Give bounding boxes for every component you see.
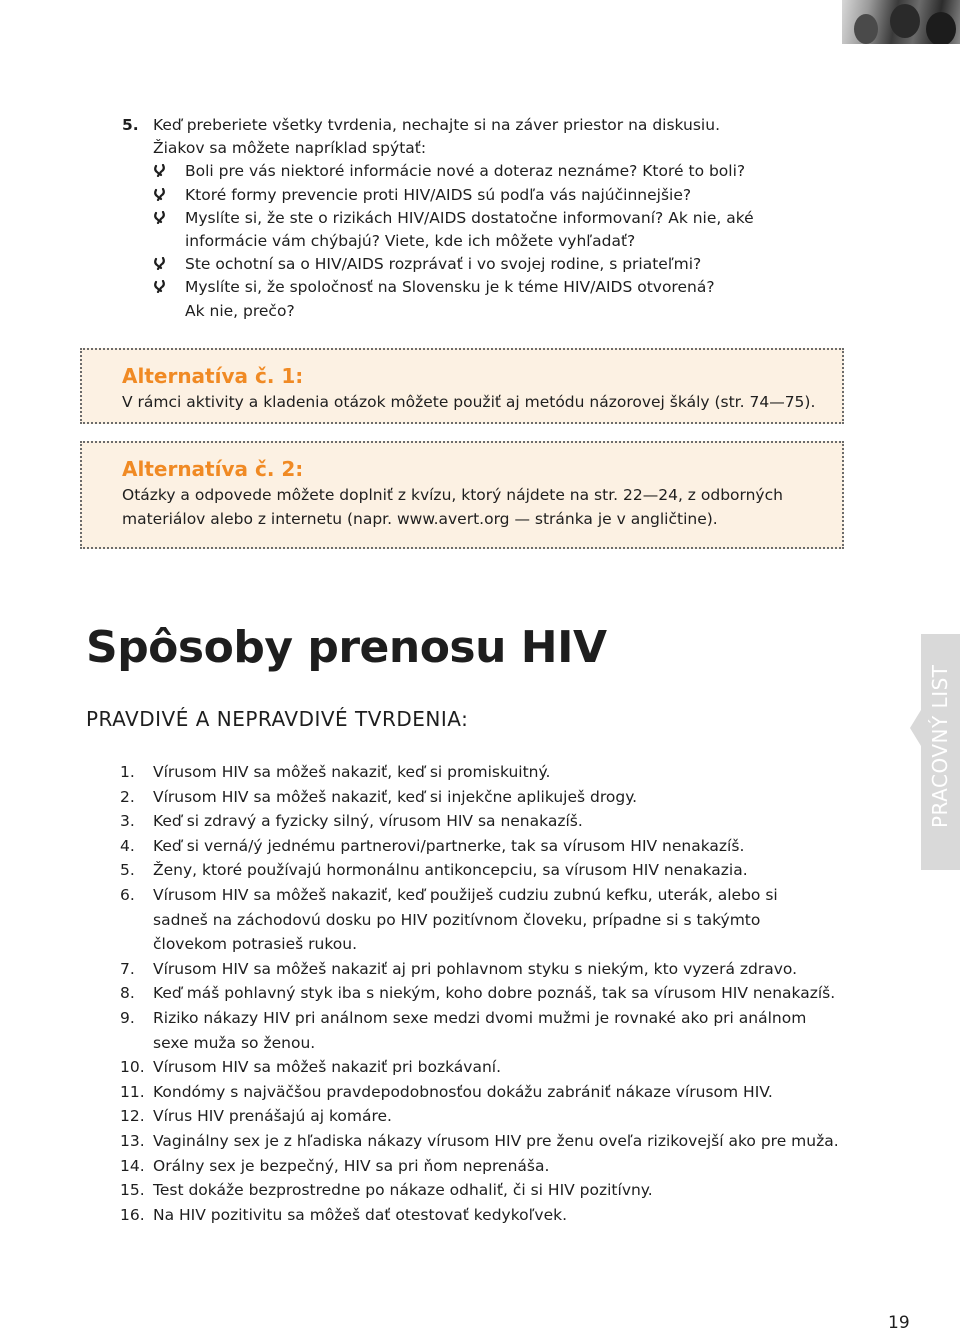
statement-number: 16. bbox=[120, 1205, 145, 1224]
question-list bbox=[153, 160, 822, 322]
page-number: 19 bbox=[888, 1313, 910, 1333]
statement-number: 2. bbox=[120, 787, 135, 806]
statement-number: 8. bbox=[120, 984, 135, 1003]
statement-line: Keď máš pohlavný styk iba s niekým, koho dobre poznáš, tak sa vírusom HIV nenakazíš. bbox=[153, 984, 836, 1003]
step-intro-line: Žiakov sa môžete napríklad spýtať: bbox=[153, 139, 427, 158]
statement-line: Kondómy s najväčšou pravdepodobnosťou dokážu zabrániť nákaze vírusom HIV. bbox=[153, 1082, 773, 1101]
swirl-bullet-icon bbox=[153, 188, 166, 201]
alternative-line: materiálov alebo z internetu (napr. www.avert.org — stránka je v angličtine). bbox=[122, 509, 718, 528]
statement-line: Test dokáže bezprostredne po nákaze odhaliť, či si HIV pozitívny. bbox=[153, 1181, 653, 1200]
statement-item bbox=[120, 858, 860, 883]
statement-item bbox=[120, 785, 860, 810]
statement-number: 1. bbox=[120, 763, 135, 781]
statement-number: 14. bbox=[120, 1156, 145, 1175]
statement-item bbox=[120, 1080, 860, 1105]
statement-number: 6. bbox=[120, 885, 135, 904]
step-number: 5. bbox=[122, 116, 139, 134]
statement-number: 7. bbox=[120, 959, 135, 978]
statement-number: 4. bbox=[120, 836, 135, 855]
statement-number: 5. bbox=[120, 861, 135, 880]
statement-item bbox=[120, 1006, 860, 1055]
statement-number: 9. bbox=[120, 1008, 135, 1027]
question-line: Myslíte si, že ste o rizikách HIV/AIDS dostatočne informovaní? Ak nie, aké bbox=[185, 208, 754, 227]
header-photo bbox=[842, 0, 960, 44]
question-line: Myslíte si, že spoločnosť na Slovensku je k téme HIV/AIDS otvorená? bbox=[185, 278, 715, 297]
statement-item bbox=[120, 760, 860, 785]
statement-line: Vaginálny sex je z hľadiska nákazy vírusom HIV pre ženu oveľa rizikovejší ako pre muža. bbox=[153, 1131, 839, 1150]
alternative-line: Otázky a odpovede môžete doplniť z kvízu, ktorý nájdete na str. 22—24, z odborných bbox=[122, 486, 783, 504]
photo-figure bbox=[854, 14, 878, 44]
alternative-box bbox=[80, 441, 844, 549]
statement-item bbox=[120, 1129, 860, 1154]
statement-line: človekom potrasieš rukou. bbox=[153, 935, 357, 954]
statement-number: 3. bbox=[120, 812, 135, 831]
step-intro-line: Keď preberiete všetky tvrdenia, nechajte si na záver priestor na diskusiu. bbox=[153, 116, 720, 134]
statement-number: 12. bbox=[120, 1107, 145, 1126]
statement-line: Vírusom HIV sa môžeš nakaziť, keď si promiskuitný. bbox=[153, 763, 551, 781]
statement-item bbox=[120, 834, 860, 859]
statement-line: Na HIV pozitivitu sa môžeš dať otestovať kedykoľvek. bbox=[153, 1205, 568, 1224]
statement-line: Ženy, ktoré používajú hormonálnu antikoncepciu, sa vírusom HIV nenakazia. bbox=[153, 861, 748, 880]
section-title: Spôsoby prenosu HIV bbox=[86, 622, 607, 673]
section-subtitle: PRAVDIVÉ A NEPRAVDIVÉ TVRDENIA: bbox=[86, 707, 469, 731]
question-item bbox=[153, 160, 822, 183]
photo-figure bbox=[926, 12, 956, 44]
question-item bbox=[153, 276, 822, 322]
statement-number: 11. bbox=[120, 1082, 145, 1101]
discussion-step bbox=[122, 114, 822, 323]
statement-item bbox=[120, 883, 860, 957]
statement-item bbox=[120, 1104, 860, 1129]
statement-line: Vírus HIV prenášajú aj komáre. bbox=[153, 1107, 392, 1126]
question-line: informácie vám chýbajú? Viete, kde ich môžete vyhľadať? bbox=[185, 232, 636, 251]
statement-line: Orálny sex je bezpečný, HIV sa pri ňom neprenáša. bbox=[153, 1156, 550, 1175]
alternative-line: V rámci aktivity a kladenia otázok môžete použiť aj metódu názorovej škály (str. 74—75). bbox=[122, 393, 816, 411]
photo-figure bbox=[890, 4, 920, 38]
statement-line: Keď si zdravý a fyzicky silný, vírusom HIV sa nenakazíš. bbox=[153, 812, 583, 831]
question-line: Ktoré formy prevencie proti HIV/AIDS sú podľa vás najúčinnejšie? bbox=[185, 185, 692, 204]
statement-number: 10. bbox=[120, 1058, 145, 1077]
alternative-text bbox=[122, 391, 822, 415]
swirl-bullet-icon bbox=[153, 164, 166, 177]
statement-line: Vírusom HIV sa môžeš nakaziť pri bozkávaní. bbox=[153, 1058, 502, 1077]
statement-line: Vírusom HIV sa môžeš nakaziť aj pri pohlavnom styku s niekým, kto vyzerá zdravo. bbox=[153, 959, 798, 978]
question-item bbox=[153, 184, 822, 207]
statement-line: sadneš na záchodovú dosku po HIV pozitívnom človeku, prípadne si s takýmto bbox=[153, 910, 761, 929]
statement-item bbox=[120, 1203, 860, 1228]
step-body bbox=[153, 114, 822, 323]
statement-item bbox=[120, 1154, 860, 1179]
statement-number: 13. bbox=[120, 1131, 145, 1150]
statement-line: Vírusom HIV sa môžeš nakaziť, keď použiješ cudziu zubnú kefku, uterák, alebo si bbox=[153, 885, 778, 904]
statement-item bbox=[120, 1055, 860, 1080]
question-line: Ste ochotní sa o HIV/AIDS rozprávať i vo svojej rodine, s priateľmi? bbox=[185, 255, 702, 274]
statement-item bbox=[120, 809, 860, 834]
swirl-bullet-icon bbox=[153, 280, 166, 293]
statement-list bbox=[120, 760, 860, 1227]
swirl-bullet-icon bbox=[153, 257, 166, 270]
statement-number: 15. bbox=[120, 1181, 145, 1200]
question-item bbox=[153, 207, 822, 253]
statement-line: Keď si verná/ý jednému partnerovi/partnerke, tak sa vírusom HIV nenakazíš. bbox=[153, 836, 745, 855]
question-line: Boli pre vás niektoré informácie nové a doteraz neznáme? Ktoré to boli? bbox=[185, 162, 746, 181]
swirl-bullet-icon bbox=[153, 211, 166, 224]
worksheet-tab-label: PRACOVNÝ LIST bbox=[928, 664, 952, 828]
alternative-title: Alternatíva č. 1: bbox=[122, 364, 304, 388]
question-item bbox=[153, 253, 822, 276]
statement-item bbox=[120, 957, 860, 982]
statement-line: Vírusom HIV sa môžeš nakaziť, keď si injekčne aplikuješ drogy. bbox=[153, 787, 638, 806]
statement-line: Riziko nákazy HIV pri análnom sexe medzi dvomi mužmi je rovnaké ako pri análnom bbox=[153, 1008, 807, 1027]
alternative-box bbox=[80, 348, 844, 424]
statement-item bbox=[120, 981, 860, 1006]
statement-item bbox=[120, 1178, 860, 1203]
alternative-text bbox=[122, 484, 822, 531]
statement-line: sexe muža so ženou. bbox=[153, 1033, 316, 1052]
worksheet-tab-notch bbox=[910, 710, 921, 746]
question-line: Ak nie, prečo? bbox=[185, 301, 295, 320]
alternative-title: Alternatíva č. 2: bbox=[122, 457, 304, 481]
